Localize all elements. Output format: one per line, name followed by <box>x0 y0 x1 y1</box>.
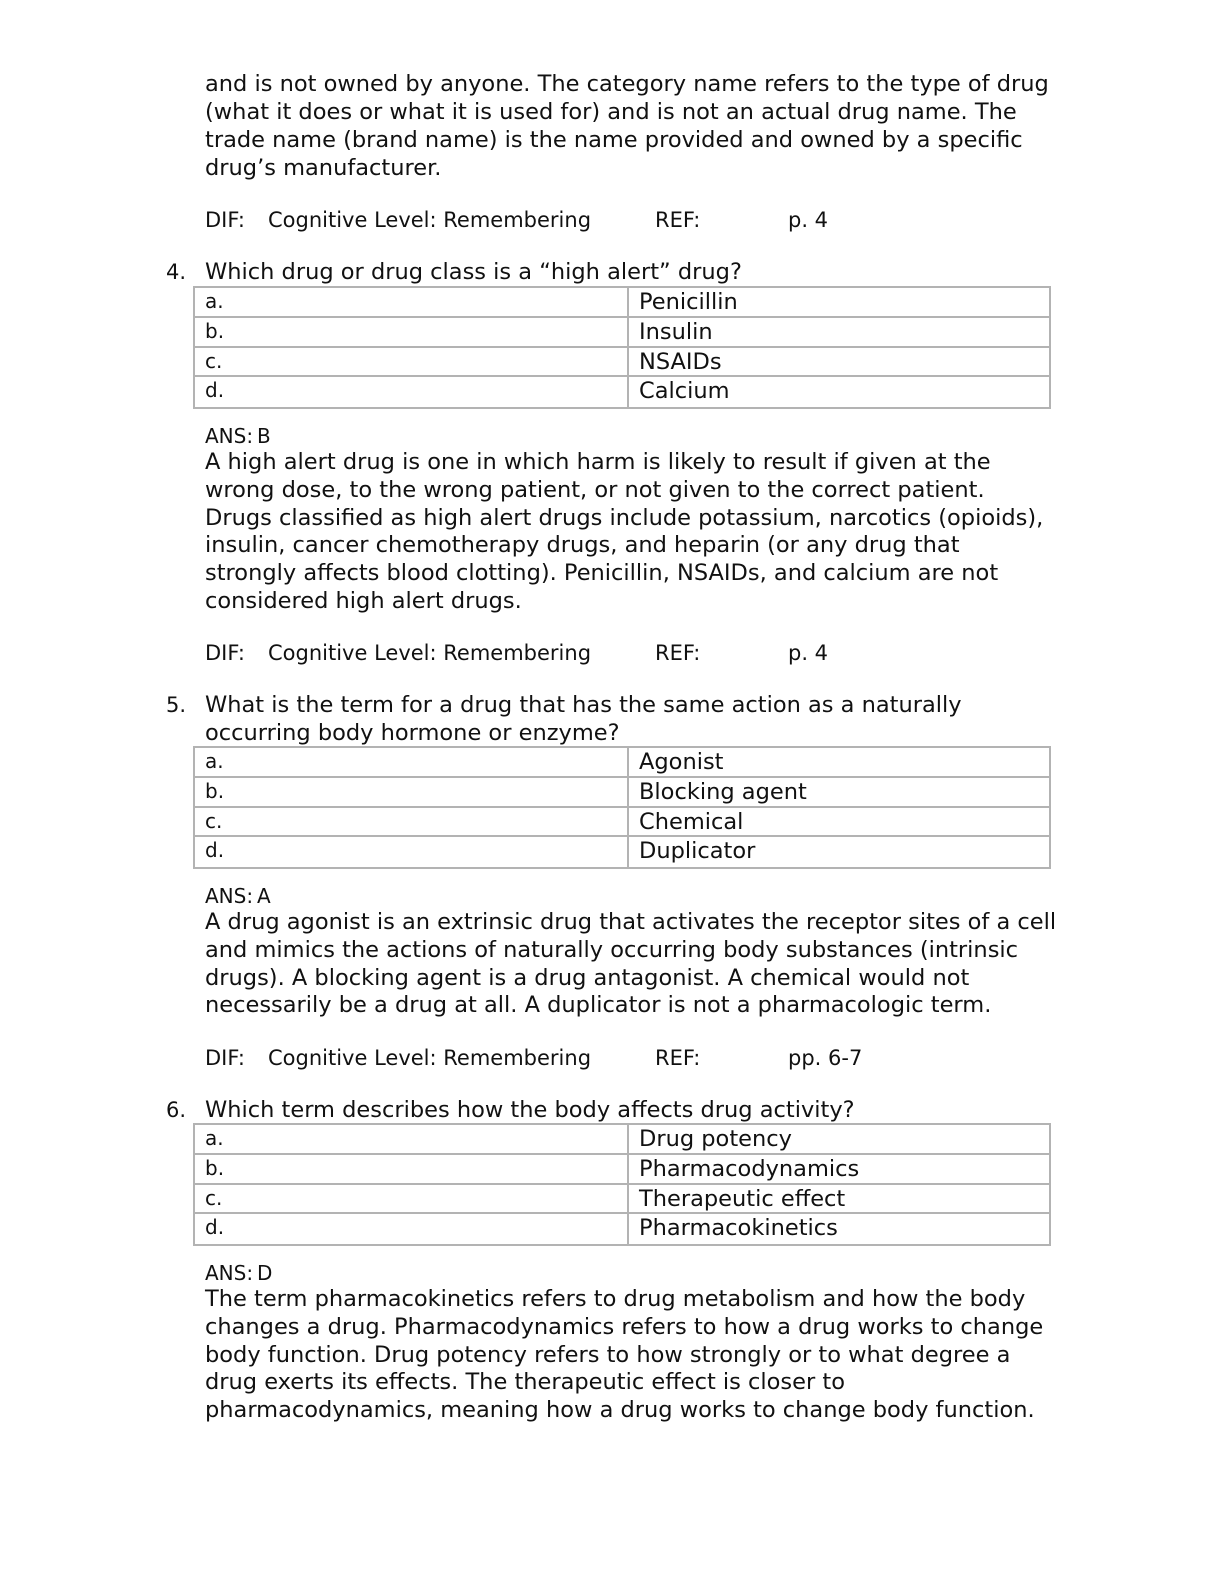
rationale-line: strongly affects blood clotting). Penicillin, NSAIDs, and calcium are not <box>205 560 999 587</box>
question-stem <box>205 1096 1125 1124</box>
intro-line: trade name (brand name) is the name provided and owned by a specific <box>205 127 1023 153</box>
column-divider <box>627 778 629 806</box>
intro-paragraph <box>205 70 1125 182</box>
intro-line: drug’s manufacturer. <box>205 155 442 181</box>
dif-label: DIF: <box>205 1046 245 1070</box>
column-divider <box>627 748 629 776</box>
option-text: Calcium <box>639 378 730 405</box>
option-text: Chemical <box>639 808 744 835</box>
ref-value: p. 4 <box>788 641 829 665</box>
answer-line <box>205 423 1125 449</box>
rationale-line: Drugs classified as high alert drugs include potassium, narcotics (opioids), <box>205 504 1044 531</box>
answer-line <box>205 1260 1125 1286</box>
rationale-line: A drug agonist is an extrinsic drug that activates the receptor sites of a cell <box>205 909 1057 935</box>
ref-value: pp. 6-7 <box>788 1046 863 1070</box>
column-divider <box>627 348 629 376</box>
question-number: 5. <box>166 693 187 717</box>
answer-label: ANS: <box>205 884 254 908</box>
rationale <box>205 909 1125 1020</box>
column-divider <box>627 377 629 407</box>
option-row-d <box>195 837 1049 867</box>
option-text: NSAIDs <box>639 348 722 375</box>
answer-value: D <box>257 1261 273 1285</box>
option-letter: a. <box>205 749 224 773</box>
option-row-c <box>195 808 1049 838</box>
option-text: Penicillin <box>639 289 738 315</box>
rationale-line: A high alert drug is one in which harm is likely to result if given at the <box>205 449 991 475</box>
dif-label: DIF: <box>205 641 245 665</box>
rationale <box>205 1286 1125 1425</box>
answer-block-q4 <box>205 423 1125 616</box>
option-row-a <box>195 288 1049 318</box>
column-divider <box>627 808 629 836</box>
option-text: Therapeutic effect <box>639 1185 846 1212</box>
option-row-b <box>195 318 1049 348</box>
option-row-a <box>195 1125 1049 1155</box>
intro-line: and is not owned by anyone. The category name refers to the type of drug <box>205 71 1049 97</box>
answer-value: A <box>257 884 271 908</box>
option-text: Pharmacokinetics <box>639 1215 838 1242</box>
option-letter: c. <box>205 1185 223 1210</box>
rationale-line: changes a drug. Pharmacodynamics refers to how a drug works to change <box>205 1313 1044 1340</box>
column-divider <box>627 318 629 346</box>
column-divider <box>627 1214 629 1244</box>
options-table-q4 <box>193 286 1051 409</box>
option-text: Insulin <box>639 318 713 345</box>
question-number: 6. <box>166 1098 187 1122</box>
option-letter: d. <box>205 838 225 863</box>
ref-label: REF: <box>655 208 701 232</box>
column-divider <box>627 837 629 867</box>
question-stem <box>205 691 1125 747</box>
rationale-line: body function. Drug potency refers to how strongly or to what degree a <box>205 1341 1011 1368</box>
column-divider <box>627 1185 629 1213</box>
answer-line <box>205 883 1125 909</box>
option-letter: c. <box>205 808 223 833</box>
rationale-line: and mimics the actions of naturally occurring body substances (intrinsic <box>205 936 1019 963</box>
column-divider <box>627 1125 629 1153</box>
option-letter: b. <box>205 1155 225 1180</box>
option-row-d <box>195 1214 1049 1244</box>
ref-value: p. 4 <box>788 208 829 232</box>
question-stem-line: Which term describes how the body affects drug activity? <box>205 1097 855 1123</box>
answer-block-q6 <box>205 1260 1125 1425</box>
rationale-line: wrong dose, to the wrong patient, or not given to the correct patient. <box>205 476 985 503</box>
question-stem-line: What is the term for a drug that has the same action as a naturally <box>205 692 962 718</box>
column-divider <box>627 1155 629 1183</box>
option-text: Pharmacodynamics <box>639 1155 860 1182</box>
rationale-line: considered high alert drugs. <box>205 587 522 614</box>
dif-value: Cognitive Level: Remembering <box>268 1046 592 1070</box>
option-letter: b. <box>205 778 225 803</box>
option-text: Blocking agent <box>639 778 807 805</box>
option-row-c <box>195 1185 1049 1215</box>
option-text: Drug potency <box>639 1126 792 1152</box>
column-divider <box>627 288 629 316</box>
dif-value: Cognitive Level: Remembering <box>268 208 592 232</box>
option-row-d <box>195 377 1049 407</box>
option-row-a <box>195 748 1049 778</box>
question-number: 4. <box>166 260 187 284</box>
rationale-line: The term pharmacokinetics refers to drug metabolism and how the body <box>205 1286 1026 1312</box>
rationale-line: drug exerts its effects. The therapeutic effect is closer to <box>205 1369 845 1396</box>
dif-value: Cognitive Level: Remembering <box>268 641 592 665</box>
option-letter: c. <box>205 348 223 373</box>
answer-value: B <box>257 424 271 448</box>
options-table-q5 <box>193 746 1051 869</box>
ref-label: REF: <box>655 1046 701 1070</box>
rationale <box>205 449 1125 616</box>
question-stem-line: occurring body hormone or enzyme? <box>205 720 620 746</box>
dif-label: DIF: <box>205 208 245 232</box>
option-row-c <box>195 348 1049 378</box>
rationale-line: drugs). A blocking agent is a drug antagonist. A chemical would not <box>205 964 970 991</box>
ref-label: REF: <box>655 641 701 665</box>
answer-label: ANS: <box>205 1261 254 1285</box>
options-table-q6 <box>193 1123 1051 1246</box>
option-text: Duplicator <box>639 838 756 865</box>
question-stem <box>205 258 1125 286</box>
option-row-b <box>195 1155 1049 1185</box>
answer-label: ANS: <box>205 424 254 448</box>
rationale-line: pharmacodynamics, meaning how a drug works to change body function. <box>205 1397 1035 1424</box>
option-letter: d. <box>205 378 225 403</box>
intro-line: (what it does or what it is used for) and is not an actual drug name. The <box>205 99 1017 125</box>
option-letter: a. <box>205 1126 224 1150</box>
rationale-line: insulin, cancer chemotherapy drugs, and heparin (or any drug that <box>205 532 960 559</box>
option-letter: b. <box>205 318 225 343</box>
option-text: Agonist <box>639 749 724 775</box>
option-letter: a. <box>205 289 224 313</box>
question-stem-line: Which drug or drug class is a “high alert” drug? <box>205 259 742 285</box>
answer-block-q5 <box>205 883 1125 1020</box>
option-row-b <box>195 778 1049 808</box>
rationale-line: necessarily be a drug at all. A duplicator is not a pharmacologic term. <box>205 992 992 1019</box>
option-letter: d. <box>205 1215 225 1240</box>
